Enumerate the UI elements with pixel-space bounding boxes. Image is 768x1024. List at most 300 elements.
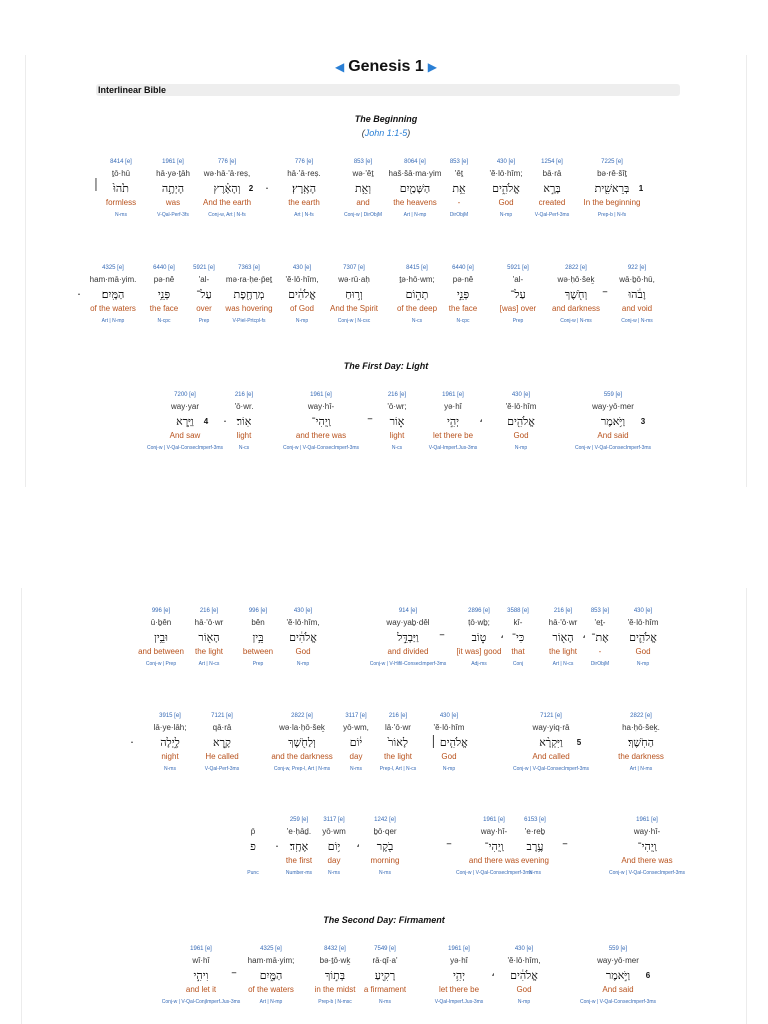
grammar-parsing-link[interactable]: Conj-w | V-Qal-ConsecImperf-3ms bbox=[574, 445, 652, 451]
english-gloss: He called bbox=[205, 752, 239, 761]
grammar-parsing-link[interactable]: Prep bbox=[512, 318, 524, 324]
strongs-number-link[interactable]: 1254 [e] bbox=[541, 159, 563, 165]
grammar-parsing-link[interactable]: Conj bbox=[512, 661, 524, 667]
strongs-number-link[interactable]: 914 [e] bbox=[398, 608, 418, 614]
strongs-number-link[interactable]: 6153 [e] bbox=[524, 817, 546, 823]
grammar-parsing-link[interactable]: Conj-w | V-Qal-ConsecImperf-3ms bbox=[455, 870, 533, 876]
hebrew-word: י֥וֹם bbox=[327, 840, 341, 853]
transliteration: yə·hî bbox=[444, 402, 462, 411]
english-gloss: day bbox=[349, 752, 363, 761]
english-gloss: In the beginning bbox=[583, 198, 641, 207]
word-column bbox=[583, 157, 644, 219]
strongs-number-link[interactable]: 216 [e] bbox=[387, 392, 407, 398]
grammar-parsing-link[interactable]: Prep bbox=[252, 661, 264, 667]
word-column bbox=[344, 157, 382, 219]
strongs-number-link[interactable]: 7121 [e] bbox=[211, 713, 233, 719]
grammar-parsing-link[interactable]: Art | N-cs bbox=[552, 661, 574, 667]
english-gloss: and let it bbox=[185, 985, 217, 994]
grammar-parsing-link[interactable]: Prep-b | N-fs bbox=[597, 212, 627, 218]
word-column bbox=[549, 606, 578, 668]
grammar-parsing-link[interactable]: N-mp bbox=[442, 766, 456, 772]
strongs-number-link[interactable]: 853 [e] bbox=[449, 159, 469, 165]
hebrew-punctuation: . bbox=[130, 733, 134, 746]
hebrew-word: עַל־ bbox=[510, 288, 526, 301]
english-gloss: evening bbox=[520, 856, 550, 865]
english-gloss: that bbox=[511, 647, 525, 656]
hebrew-punctuation: . bbox=[265, 179, 269, 192]
grammar-parsing-link[interactable]: V-Qal-Perf-3fs bbox=[157, 212, 189, 218]
word-column bbox=[449, 263, 477, 325]
english-gloss: and darkness bbox=[551, 304, 601, 313]
hebrew-word: בֵּ֥ין bbox=[252, 631, 264, 644]
strongs-number-link[interactable]: 4325 [e] bbox=[260, 946, 282, 952]
strongs-number-link[interactable]: 922 [e] bbox=[627, 265, 647, 271]
english-gloss: of God bbox=[289, 304, 314, 313]
english-gloss: the earth bbox=[288, 198, 320, 207]
transliteration: hā·yə·ṯāh bbox=[156, 169, 190, 178]
grammar-parsing-link[interactable]: Conj-w | Prep bbox=[145, 661, 177, 667]
transliteration: way·hî- bbox=[633, 827, 661, 836]
transliteration: 'ō·wr; bbox=[387, 402, 407, 411]
grammar-parsing-link[interactable]: Art | N-mp bbox=[403, 212, 427, 218]
strongs-number-link[interactable]: 3588 [e] bbox=[507, 608, 529, 614]
transliteration: 'êṯ bbox=[454, 169, 464, 178]
previous-chapter-icon[interactable]: ◀ bbox=[334, 60, 345, 74]
transliteration: wə·'êṯ bbox=[352, 169, 374, 178]
word-column bbox=[247, 815, 258, 877]
hebrew-word: אֶת־ bbox=[591, 631, 609, 644]
word-column bbox=[619, 263, 655, 325]
grammar-parsing-link[interactable]: Prep bbox=[198, 318, 210, 324]
hebrew-word: יְהִ֥י bbox=[452, 969, 466, 982]
english-gloss: And the earth bbox=[202, 198, 252, 207]
english-gloss: and between bbox=[138, 647, 184, 656]
english-gloss: And saw bbox=[169, 431, 201, 440]
word-column bbox=[628, 606, 659, 668]
hebrew-word: וְחֹ֖שֶׁךְ bbox=[564, 288, 588, 301]
word-column bbox=[162, 944, 241, 1006]
strongs-number-link[interactable]: 430 [e] bbox=[511, 392, 531, 398]
grammar-parsing-link[interactable]: Conj-w | V-Qal-ConjImperf.Jus-3ms bbox=[161, 999, 241, 1005]
strongs-number-link[interactable]: 559 [e] bbox=[603, 392, 623, 398]
hebrew-word: פְּנֵ֣י bbox=[456, 288, 470, 301]
grammar-parsing-link[interactable]: V-Qal-Imperf.Jus-3ms bbox=[428, 445, 478, 451]
transliteration: wə·la·ḥō·šeḵ bbox=[279, 723, 325, 732]
grammar-parsing-link[interactable]: Art | N-mp bbox=[259, 999, 283, 1005]
grammar-parsing-link[interactable]: N-mp bbox=[514, 445, 528, 451]
strongs-number-link[interactable]: 1961 [e] bbox=[442, 392, 464, 398]
hebrew-word: בְּת֣וֹךְ bbox=[324, 969, 346, 982]
hebrew-word: אֱלֹהִ֔ים bbox=[510, 969, 538, 982]
grammar-parsing-link[interactable]: Art | N-cs bbox=[198, 661, 220, 667]
transliteration: yō·wm, bbox=[343, 723, 369, 732]
strongs-number-link[interactable]: 8432 [e] bbox=[324, 946, 346, 952]
chapter-navigation bbox=[26, 58, 746, 76]
strongs-number-link[interactable]: 3915 [e] bbox=[159, 713, 181, 719]
transliteration: p̄ bbox=[250, 827, 256, 836]
hebrew-word: קָ֣רָא bbox=[213, 736, 231, 749]
transliteration: bə·ṯō·wḵ bbox=[319, 956, 351, 965]
hebrew-word: לָ֑יְלָה bbox=[160, 736, 180, 749]
page-panel-1 bbox=[25, 55, 747, 487]
word-column bbox=[138, 606, 184, 668]
transliteration: 'al- bbox=[512, 275, 524, 284]
strongs-number-link[interactable]: 996 [e] bbox=[248, 608, 268, 614]
strongs-number-link[interactable]: 216 [e] bbox=[388, 713, 408, 719]
hebrew-word: וּבֵ֥ין bbox=[154, 631, 168, 644]
english-gloss: and there was bbox=[295, 431, 347, 440]
grammar-parsing-link[interactable]: Conj-w | V-Qal-ConsecImperf-3ms bbox=[608, 870, 686, 876]
grammar-parsing-link[interactable]: N-ms bbox=[115, 212, 127, 218]
transliteration: wî·hî bbox=[192, 956, 210, 965]
word-column bbox=[397, 263, 437, 325]
word-column bbox=[106, 157, 136, 219]
grammar-parsing-link[interactable]: Conj-w | DirObjM bbox=[344, 212, 382, 218]
hebrew-word: רָקִ֖יעַ bbox=[374, 969, 396, 982]
hebrew-word: יְהִ֣י bbox=[446, 415, 460, 428]
hebrew-word: לָאוֹר֙ bbox=[388, 736, 408, 749]
transliteration: 'ĕ·lō·hîm bbox=[433, 723, 465, 732]
word-column bbox=[287, 157, 321, 219]
strongs-number-link[interactable]: 1961 [e] bbox=[483, 817, 505, 823]
word-column bbox=[609, 815, 685, 877]
word-column bbox=[435, 944, 484, 1006]
grammar-parsing-link[interactable]: Conj-w | V-Hifil-ConsecImperf-3ms bbox=[369, 661, 447, 667]
word-column bbox=[429, 390, 478, 452]
strongs-number-link[interactable]: 430 [e] bbox=[293, 608, 313, 614]
hebrew-word: תְה֑וֹם bbox=[405, 288, 429, 301]
transliteration: wā·ḇō·hū, bbox=[619, 275, 655, 284]
english-gloss: morning bbox=[370, 856, 400, 865]
strongs-number-link[interactable]: 7363 [e] bbox=[238, 265, 260, 271]
grammar-parsing-link[interactable]: N-ms bbox=[379, 999, 391, 1005]
transliteration: hā·'ō·wr bbox=[548, 618, 578, 627]
english-gloss: light bbox=[236, 431, 252, 440]
strongs-number-link[interactable]: 7121 [e] bbox=[540, 713, 562, 719]
grammar-parsing-link[interactable]: N-mp bbox=[499, 212, 513, 218]
strongs-number-link[interactable]: 1961 [e] bbox=[636, 817, 658, 823]
transliteration: wə·rū·aḥ bbox=[338, 275, 370, 284]
word-column bbox=[364, 944, 406, 1006]
word-column bbox=[315, 944, 356, 1006]
transliteration: haš·šā·ma·yim bbox=[388, 169, 442, 178]
transliteration: yə·hî bbox=[450, 956, 468, 965]
word-column bbox=[235, 390, 254, 452]
hebrew-word: וַֽיְהִי־ bbox=[484, 840, 504, 853]
section-heading-first-day: The First Day: Light bbox=[343, 361, 429, 371]
strongs-number-link[interactable]: 1961 [e] bbox=[310, 392, 332, 398]
strongs-number-link[interactable]: 5921 [e] bbox=[507, 265, 529, 271]
word-column bbox=[489, 157, 522, 219]
strongs-number-link[interactable]: 6440 [e] bbox=[452, 265, 474, 271]
grammar-parsing-link[interactable]: Conj-w | V-Qal-ConsecImperf-3ms bbox=[512, 766, 590, 772]
interlinear-line-7 bbox=[22, 944, 746, 1024]
strongs-number-link[interactable]: 430 [e] bbox=[633, 608, 653, 614]
word-column bbox=[456, 815, 532, 877]
next-chapter-icon[interactable]: ▶ bbox=[427, 60, 438, 74]
section-heading-second-day: The Second Day: Firmament bbox=[323, 915, 445, 925]
hebrew-word: הָיְתָ֥ה bbox=[161, 182, 185, 195]
grammar-parsing-link[interactable]: Art | N-ms bbox=[629, 766, 653, 772]
english-gloss: God bbox=[441, 752, 457, 761]
strongs-number-link[interactable]: 216 [e] bbox=[234, 392, 254, 398]
transliteration: 'ĕ·lō·hîm bbox=[505, 402, 537, 411]
hebrew-word: כִּי־ bbox=[511, 631, 525, 644]
hebrew-punctuation: – bbox=[367, 412, 373, 425]
word-column bbox=[618, 711, 664, 773]
transliteration: ṯō·hū bbox=[111, 169, 131, 178]
english-gloss: the light bbox=[548, 647, 578, 656]
english-gloss: and the darkness bbox=[271, 752, 333, 761]
interlinear-line-5 bbox=[22, 711, 746, 791]
hebrew-word: אֵ֥ת bbox=[452, 182, 466, 195]
word-column bbox=[343, 711, 369, 773]
strongs-number-link[interactable]: 7549 [e] bbox=[374, 946, 396, 952]
english-gloss: the first bbox=[285, 856, 313, 865]
word-column bbox=[156, 157, 190, 219]
english-gloss: the face bbox=[448, 304, 478, 313]
grammar-parsing-link[interactable]: Conj-w | N-ms bbox=[560, 318, 592, 324]
grammar-parsing-link[interactable]: N-ms bbox=[379, 870, 391, 876]
strongs-number-link[interactable]: 853 [e] bbox=[353, 159, 373, 165]
word-column bbox=[507, 944, 540, 1006]
transliteration: 'e·ḥāḏ. bbox=[286, 827, 312, 836]
english-gloss: formless bbox=[105, 198, 137, 207]
word-column bbox=[430, 711, 468, 773]
grammar-parsing-link[interactable]: N-ms bbox=[350, 766, 362, 772]
grammar-parsing-link[interactable]: Prep-b | N-msc bbox=[318, 999, 352, 1005]
strongs-number-link[interactable]: 2822 [e] bbox=[565, 265, 587, 271]
hebrew-word: הָאָֽרֶץ׃ bbox=[291, 182, 317, 195]
strongs-number-link[interactable]: 3117 [e] bbox=[323, 817, 345, 823]
word-column bbox=[380, 711, 417, 773]
strongs-number-link[interactable]: 1242 [e] bbox=[374, 817, 396, 823]
word-column bbox=[370, 606, 447, 668]
transliteration: rā·qî·a' bbox=[372, 956, 398, 965]
transliteration: bā·rā bbox=[542, 169, 562, 178]
word-column bbox=[450, 157, 468, 219]
word-column bbox=[205, 711, 239, 773]
strongs-number-link[interactable]: 7200 [e] bbox=[174, 392, 196, 398]
grammar-parsing-link[interactable]: Conj-w | N-csc bbox=[337, 318, 371, 324]
english-gloss: of the waters bbox=[248, 985, 294, 994]
english-gloss: created bbox=[538, 198, 566, 207]
cross-reference bbox=[26, 128, 746, 138]
hebrew-word: הַשָּׁמַ֖יִם bbox=[399, 182, 431, 195]
strongs-number-link[interactable]: 2822 [e] bbox=[291, 713, 313, 719]
hebrew-word: אֱלֹהִ֛ים bbox=[629, 631, 657, 644]
strongs-number-link[interactable]: 776 [e] bbox=[294, 159, 314, 165]
grammar-parsing-link[interactable]: N-mp bbox=[296, 661, 310, 667]
grammar-parsing-link[interactable]: Punc bbox=[247, 870, 259, 876]
verse-number: 4 bbox=[203, 417, 209, 426]
strongs-number-link[interactable]: 776 [e] bbox=[217, 159, 237, 165]
grammar-parsing-link[interactable]: N-ms bbox=[164, 766, 176, 772]
strongs-number-link[interactable]: 430 [e] bbox=[496, 159, 516, 165]
grammar-parsing-link[interactable]: Art | N-mp bbox=[101, 318, 125, 324]
grammar-parsing-link[interactable]: N-cpc bbox=[456, 318, 470, 324]
strongs-number-link[interactable]: 1961 [e] bbox=[190, 946, 212, 952]
grammar-parsing-link[interactable]: V-Qal-Imperf.Jus-3ms bbox=[434, 999, 484, 1005]
transliteration: hā·'ō·wr bbox=[194, 618, 224, 627]
strongs-number-link[interactable]: 8415 [e] bbox=[406, 265, 428, 271]
english-gloss: God bbox=[516, 985, 532, 994]
strongs-number-link[interactable]: 430 [e] bbox=[439, 713, 459, 719]
strongs-number-link[interactable]: 216 [e] bbox=[553, 608, 573, 614]
strongs-number-link[interactable] bbox=[247, 815, 258, 826]
english-gloss: in the midst bbox=[314, 985, 356, 994]
strongs-number-link[interactable]: 7225 [e] bbox=[601, 159, 623, 165]
transliteration: ha·ḥō·šeḵ. bbox=[622, 723, 660, 732]
transliteration: way·yiq·rā bbox=[532, 723, 570, 732]
english-gloss: a firmament bbox=[363, 985, 407, 994]
hebrew-punctuation: ، bbox=[479, 412, 483, 425]
word-column bbox=[202, 157, 254, 219]
word-column bbox=[500, 263, 536, 325]
strongs-number-link[interactable]: 8414 [e] bbox=[110, 159, 132, 165]
strongs-number-link[interactable]: 430 [e] bbox=[292, 265, 312, 271]
hebrew-word: י֔וֹם bbox=[349, 736, 363, 749]
transliteration: way·yō·mer bbox=[597, 956, 639, 965]
grammar-parsing-link[interactable]: DirObjM bbox=[449, 212, 469, 218]
grammar-parsing-link[interactable]: DirObjM bbox=[590, 661, 610, 667]
hebrew-word: תֹ֙הוּ֙ bbox=[113, 182, 129, 195]
strongs-number-link[interactable]: 259 [e] bbox=[289, 817, 309, 823]
english-gloss: - bbox=[457, 198, 461, 207]
transliteration: kî- bbox=[513, 618, 523, 627]
interlinear-line-3 bbox=[26, 390, 746, 470]
strongs-number-link[interactable]: 430 [e] bbox=[514, 946, 534, 952]
word-column bbox=[457, 606, 502, 668]
grammar-parsing-link[interactable]: N-cpc bbox=[157, 318, 171, 324]
grammar-parsing-link[interactable]: Conj-w, Prep-l, Art | N-ms bbox=[273, 766, 331, 772]
strongs-number-link[interactable]: 3117 [e] bbox=[345, 713, 367, 719]
strongs-number-link[interactable]: 8064 [e] bbox=[404, 159, 426, 165]
verse-number: 3 bbox=[640, 417, 646, 426]
english-gloss: and void bbox=[621, 304, 653, 313]
version-banner: Interlinear Bible bbox=[96, 84, 680, 96]
grammar-parsing-link[interactable]: N-mp bbox=[295, 318, 309, 324]
strongs-number-link[interactable]: 996 [e] bbox=[151, 608, 171, 614]
grammar-parsing-link[interactable]: V-Qal-Perf-3ms bbox=[204, 766, 240, 772]
strongs-number-link[interactable]: 7307 [e] bbox=[343, 265, 365, 271]
transliteration: bə·rê·šîṯ bbox=[597, 169, 627, 178]
chapter-title: Genesis 1 bbox=[348, 58, 424, 75]
verse-number: 1 bbox=[638, 184, 644, 193]
strongs-number-link[interactable]: 6440 [e] bbox=[153, 265, 175, 271]
transliteration: mə·ra·ḥe·p̄eṯ bbox=[225, 275, 273, 284]
word-column bbox=[580, 944, 656, 1006]
word-column bbox=[147, 390, 223, 452]
english-gloss: [was] over bbox=[499, 304, 537, 313]
transliteration: way·hî- bbox=[307, 402, 335, 411]
word-column bbox=[243, 606, 273, 668]
hebrew-punctuation: ، bbox=[500, 628, 504, 641]
word-column bbox=[285, 263, 318, 325]
hebrew-word: וְאֵ֥ת bbox=[354, 182, 372, 195]
hebrew-punctuation: – bbox=[439, 628, 445, 641]
english-gloss: And there was bbox=[621, 856, 673, 865]
english-gloss: and bbox=[356, 198, 370, 207]
grammar-parsing-link[interactable]: Conj-w | V-Qal-ConsecImperf-3ms bbox=[579, 999, 657, 1005]
grammar-parsing-link[interactable]: Conj-w | V-Qal-ConsecImperf-3ms bbox=[282, 445, 360, 451]
strongs-number-link[interactable]: 2822 [e] bbox=[630, 713, 652, 719]
english-gloss: night bbox=[161, 752, 179, 761]
strongs-number-link[interactable]: 1961 [e] bbox=[448, 946, 470, 952]
grammar-parsing-link[interactable]: N-cs bbox=[391, 445, 403, 451]
hebrew-word: בְּרֵאשִׁ֖ית bbox=[594, 182, 630, 195]
grammar-parsing-link[interactable]: Conj-w | N-ms bbox=[621, 318, 653, 324]
english-gloss: [it was] good bbox=[456, 647, 502, 656]
transliteration: wə·ḥō·šeḵ bbox=[557, 275, 595, 284]
grammar-parsing-link[interactable]: Adj-ms bbox=[471, 661, 487, 667]
strongs-number-link[interactable]: 4325 [e] bbox=[102, 265, 124, 271]
english-gloss: the light bbox=[383, 752, 413, 761]
grammar-parsing-link[interactable]: Conj-w | V-Qal-ConsecImperf-3ms bbox=[146, 445, 224, 451]
strongs-number-link[interactable]: 2896 [e] bbox=[468, 608, 490, 614]
hebrew-punctuation: . bbox=[223, 412, 227, 425]
grammar-parsing-link[interactable]: N-cs bbox=[411, 318, 423, 324]
hebrew-word: וַיֹּ֣אמֶר bbox=[605, 969, 631, 982]
grammar-parsing-link[interactable]: N-mp bbox=[517, 999, 531, 1005]
hebrew-word: עַל־ bbox=[196, 288, 212, 301]
english-gloss: and divided bbox=[387, 647, 429, 656]
english-gloss: over bbox=[196, 304, 212, 313]
transliteration: pə·nê bbox=[452, 275, 474, 284]
word-column bbox=[330, 263, 378, 325]
transliteration: wə·hā·'ā·reṣ, bbox=[203, 169, 251, 178]
grammar-parsing-link[interactable]: Conj-w, Art | N-fs bbox=[208, 212, 246, 218]
word-column bbox=[271, 711, 332, 773]
strongs-number-link[interactable]: 5921 [e] bbox=[193, 265, 215, 271]
cross-reference-link[interactable]: John 1:1-5 bbox=[364, 128, 408, 138]
grammar-parsing-link[interactable]: V-Piel-Prtcpl-fs bbox=[232, 318, 266, 324]
grammar-parsing-link[interactable]: N-mp bbox=[636, 661, 650, 667]
grammar-parsing-link[interactable]: N-ms bbox=[328, 870, 340, 876]
grammar-parsing-link[interactable]: N-ms bbox=[529, 870, 541, 876]
english-gloss: and there was bbox=[468, 856, 520, 865]
grammar-parsing-link[interactable]: Prep-l, Art | N-cs bbox=[379, 766, 417, 772]
hebrew-word: וַֽיְהִי־ bbox=[637, 840, 657, 853]
hebrew-word: עֶ֥רֶב bbox=[526, 840, 544, 853]
hebrew-word: אֱלֹהִ֑ים bbox=[492, 182, 520, 195]
transliteration: way·yō·mer bbox=[592, 402, 634, 411]
english-gloss: was bbox=[165, 198, 181, 207]
strongs-number-link[interactable]: 853 [e] bbox=[590, 608, 610, 614]
transliteration: 'ĕ·lō·hîm, bbox=[286, 618, 320, 627]
english-gloss: let there be bbox=[438, 985, 480, 994]
hebrew-word: וְלַחֹ֖שֶׁךְ bbox=[288, 736, 316, 749]
strongs-number-link[interactable]: 216 [e] bbox=[199, 608, 219, 614]
grammar-parsing-link[interactable]: Art | N-fs bbox=[294, 212, 314, 218]
hebrew-punctuation: – bbox=[446, 837, 452, 850]
transliteration: 'ō·wr. bbox=[234, 402, 254, 411]
strongs-number-link[interactable]: 559 [e] bbox=[608, 946, 628, 952]
grammar-parsing-link[interactable]: V-Qal-Perf-3ms bbox=[534, 212, 570, 218]
word-column bbox=[248, 944, 295, 1006]
grammar-parsing-link[interactable]: N-cs bbox=[238, 445, 250, 451]
english-gloss: And the Spirit bbox=[329, 304, 379, 313]
english-gloss: And said bbox=[602, 985, 634, 994]
word-column bbox=[286, 815, 312, 877]
strongs-number-link[interactable]: 1961 [e] bbox=[162, 159, 184, 165]
hebrew-punctuation: ، bbox=[491, 966, 495, 979]
hebrew-word: פְּנֵ֥י bbox=[157, 288, 171, 301]
word-column bbox=[193, 263, 215, 325]
grammar-parsing-link[interactable]: Number-ms bbox=[285, 870, 313, 876]
transliteration: bên bbox=[251, 618, 265, 627]
hebrew-punctuation: – bbox=[231, 966, 237, 979]
